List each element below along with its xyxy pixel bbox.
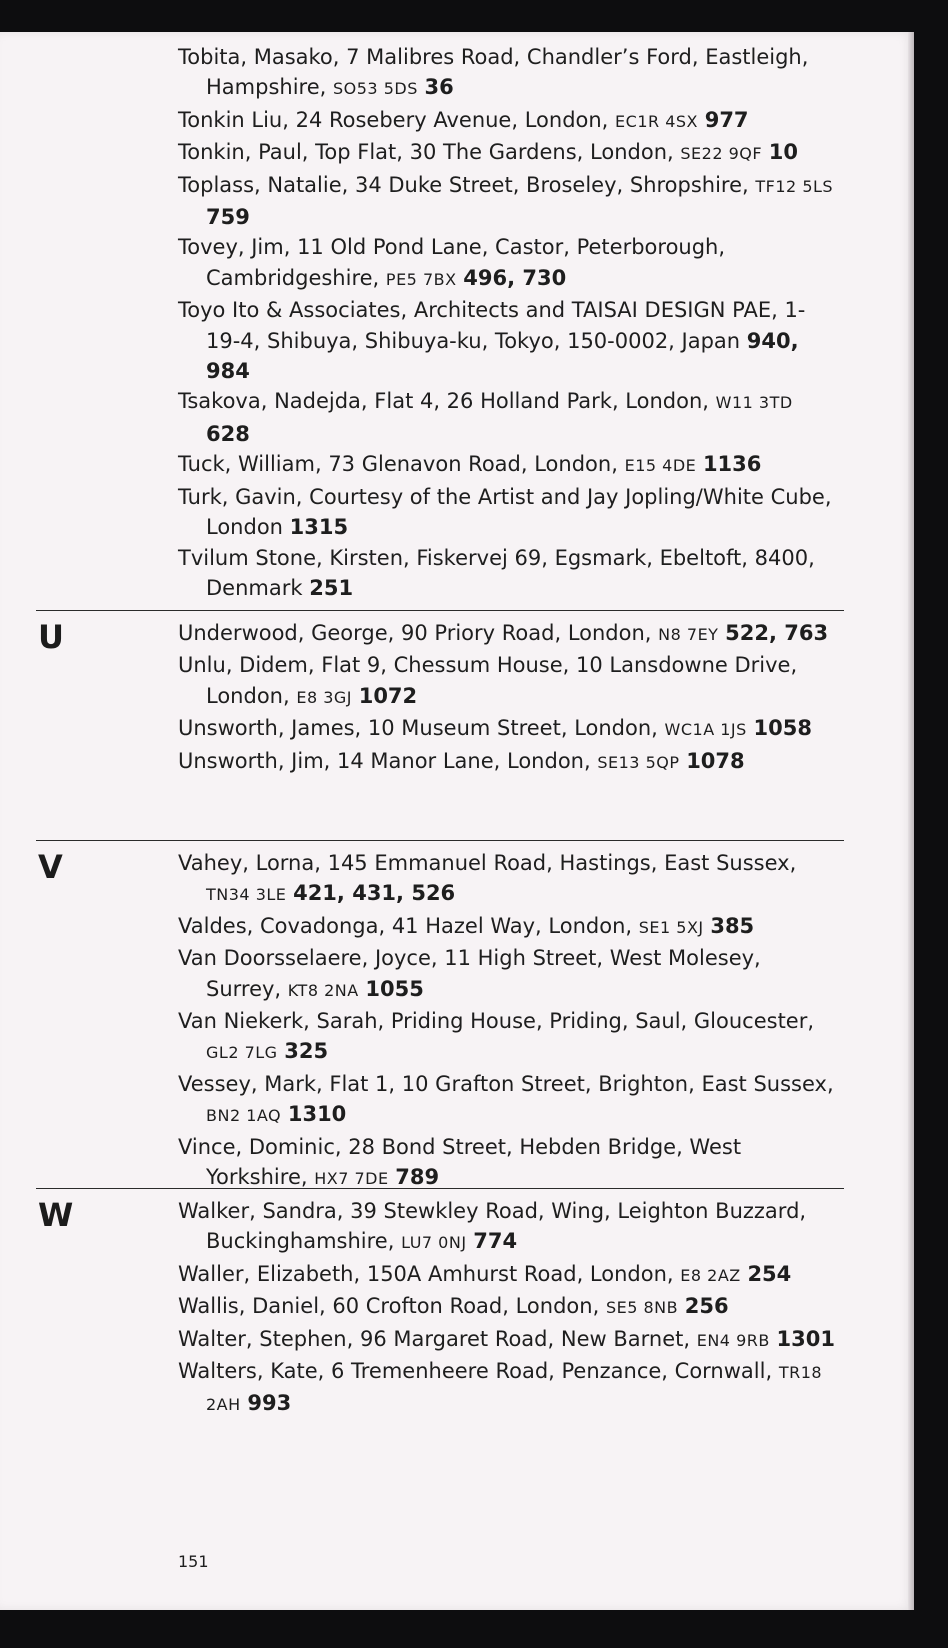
entry-page-refs: 325 (284, 1039, 329, 1064)
entry-page-refs: 1072 (358, 683, 418, 708)
index-entry (178, 1132, 838, 1195)
index-entry (178, 713, 838, 745)
entry-postcode: HX7 7DE (314, 1169, 389, 1189)
index-entry (178, 1006, 838, 1069)
index-entry (178, 848, 838, 911)
section-divider (36, 610, 844, 611)
entry-page-refs: 940, 984 (206, 328, 799, 384)
index-entry (178, 1291, 838, 1323)
entry-address: Unlu, Didem, Flat 9, Chessum House, 10 Lansdowne Drive, London, (178, 653, 798, 708)
entry-page-refs: 759 (206, 205, 250, 230)
entry-address: Tovey, Jim, 11 Old Pond Lane, Castor, Peterborough, Cambridgeshire, (178, 235, 726, 290)
entry-postcode: SE5 8NB (605, 1298, 679, 1318)
index-section-u (0, 618, 914, 778)
index-entry (178, 386, 838, 449)
section-divider (36, 1188, 844, 1189)
entry-postcode: PE5 7BX (385, 269, 457, 289)
entry-address: Tobita, Masako, 7 Malibres Road, Chandler’s Ford, Eastleigh, Hampshire, (178, 45, 809, 100)
index-entry (178, 482, 838, 543)
entry-address: Tonkin Liu, 24 Rosebery Avenue, London, (178, 107, 609, 132)
index-entry (178, 232, 838, 295)
index-entry (178, 42, 838, 105)
entry-page-refs: 1315 (289, 515, 349, 540)
entry-page-refs: 496, 730 (463, 265, 567, 290)
entry-address: Turk, Gavin, Courtesy of the Artist and Jay Jopling/White Cube, London (178, 484, 832, 540)
entry-postcode: E15 4DE (624, 456, 697, 476)
index-entry (178, 943, 838, 1006)
entry-page-refs: 977 (704, 107, 749, 132)
entry-address: Vessey, Mark, Flat 1, 10 Grafton Street, Brighton, East Sussex, (178, 1071, 834, 1096)
entry-list (0, 848, 838, 1194)
section-divider (36, 840, 844, 841)
entry-postcode: TR18 2AH (206, 1363, 823, 1415)
entry-postcode: EN4 9RB (696, 1330, 770, 1350)
entry-list (0, 42, 838, 603)
entry-postcode: EC1R 4SX (615, 111, 699, 131)
index-entry (178, 650, 838, 713)
entry-page-refs: 993 (247, 1391, 292, 1416)
index-section-t (0, 42, 914, 603)
book-page (0, 32, 914, 1610)
index-entry (178, 449, 838, 481)
index-entry (178, 105, 838, 137)
entry-page-refs: 421, 431, 526 (293, 881, 456, 906)
page-number: 151 (178, 1552, 209, 1571)
entry-page-refs: 1055 (365, 976, 424, 1001)
entry-address: Tonkin, Paul, Top Flat, 30 The Gardens, London, (178, 140, 674, 165)
entry-address: Vahey, Lorna, 145 Emmanuel Road, Hastings, East Sussex, (178, 851, 797, 875)
index-entry (178, 1356, 838, 1421)
index-section-w (0, 1196, 914, 1421)
entry-address: Vince, Dominic, 28 Bond Street, Hebden Bridge, West Yorkshire, (178, 1134, 742, 1190)
entry-postcode: SO53 5DS (333, 79, 418, 99)
entry-page-refs: 254 (747, 1261, 792, 1286)
entry-postcode: E8 2AZ (680, 1265, 741, 1285)
index-entry (178, 295, 838, 386)
entry-postcode: WC1A 1JS (664, 720, 747, 740)
entry-address: Van Doorsselaere, Joyce, 11 High Street, West Molesey, Surrey, (178, 946, 761, 1001)
entry-postcode: BN2 1AQ (206, 1106, 282, 1126)
entry-address: Toyo Ito & Associates, Architects and TAISAI DESIGN PAE, 1-19-4, Shibuya, Shibuya-ku, Tokyo, 150-0002, Japan (178, 298, 806, 353)
entry-address: Walters, Kate, 6 Tremenheere Road, Penzance, Cornwall, (178, 1359, 773, 1384)
entry-postcode: E8 3GJ (296, 687, 353, 707)
entry-address: Van Niekerk, Sarah, Priding House, Priding, Saul, Gloucester, (178, 1009, 815, 1034)
entry-page-refs: 1301 (776, 1326, 835, 1351)
section-letter: U (38, 618, 64, 656)
entry-postcode: SE1 5XJ (638, 917, 704, 937)
entry-page-refs: 10 (768, 140, 798, 165)
entry-postcode: SE22 9QF (680, 144, 763, 164)
entry-page-refs: 256 (684, 1294, 729, 1319)
index-entry (178, 1259, 838, 1291)
entry-postcode: LU7 0NJ (401, 1233, 467, 1253)
entry-page-refs: 251 (309, 575, 354, 600)
index-entry (178, 746, 838, 778)
entry-postcode: SE13 5QP (597, 752, 680, 772)
entry-page-refs: 1310 (287, 1102, 347, 1127)
entry-address: Unsworth, James, 10 Museum Street, London, (178, 716, 658, 741)
entry-page-refs: 628 (206, 421, 250, 446)
entry-page-refs: 36 (424, 75, 454, 100)
entry-address: Walter, Stephen, 96 Margaret Road, New Barnet, (178, 1326, 691, 1351)
entry-postcode: TN34 3LE (206, 885, 287, 905)
index-entry (178, 1196, 838, 1259)
entry-page-refs: 385 (710, 913, 755, 938)
entry-list (0, 1196, 838, 1421)
index-entry (178, 618, 838, 650)
entry-address: Waller, Elizabeth, 150A Amhurst Road, London, (178, 1261, 674, 1286)
entry-address: Unsworth, Jim, 14 Manor Lane, London, (178, 748, 591, 773)
section-letter: V (38, 848, 63, 886)
entry-postcode: TF12 5LS (755, 176, 834, 196)
entry-address: Toplass, Natalie, 34 Duke Street, Broseley, Shropshire, (178, 172, 749, 197)
index-entry (178, 543, 838, 604)
index-entry (178, 1324, 838, 1356)
index-entry (178, 911, 838, 943)
section-letter: W (38, 1196, 74, 1234)
entry-address: Wallis, Daniel, 60 Crofton Road, London, (178, 1294, 600, 1319)
entry-page-refs: 522, 763 (725, 621, 829, 645)
entry-address: Tsakova, Nadejda, Flat 4, 26 Holland Park, London, (178, 389, 709, 414)
entry-page-refs: 1058 (753, 716, 812, 741)
entry-page-refs: 789 (395, 1165, 440, 1190)
entry-address: Walker, Sandra, 39 Stewkley Road, Wing, Leighton Buzzard, Buckinghamshire, (178, 1199, 807, 1254)
entry-list (0, 618, 838, 778)
entry-postcode: W11 3TD (715, 393, 793, 413)
entry-page-refs: 1078 (686, 748, 745, 773)
entry-address: Tuck, William, 73 Glenavon Road, London, (178, 452, 618, 477)
entry-address: Valdes, Covadonga, 41 Hazel Way, London, (178, 913, 633, 938)
index-entry (178, 1069, 838, 1132)
entry-postcode: N8 7EY (658, 625, 719, 644)
index-entry (178, 137, 838, 169)
entry-postcode: KT8 2NA (287, 980, 359, 1000)
entry-address: Underwood, George, 90 Priory Road, London, (178, 621, 652, 645)
entry-postcode: GL2 7LG (206, 1043, 278, 1063)
index-entry (178, 170, 838, 233)
index-section-v (0, 848, 914, 1194)
entry-address: Tvilum Stone, Kirsten, Fiskervej 69, Egsmark, Ebeltoft, 8400, Denmark (178, 545, 815, 600)
entry-page-refs: 774 (473, 1229, 518, 1254)
entry-page-refs: 1136 (702, 452, 762, 477)
